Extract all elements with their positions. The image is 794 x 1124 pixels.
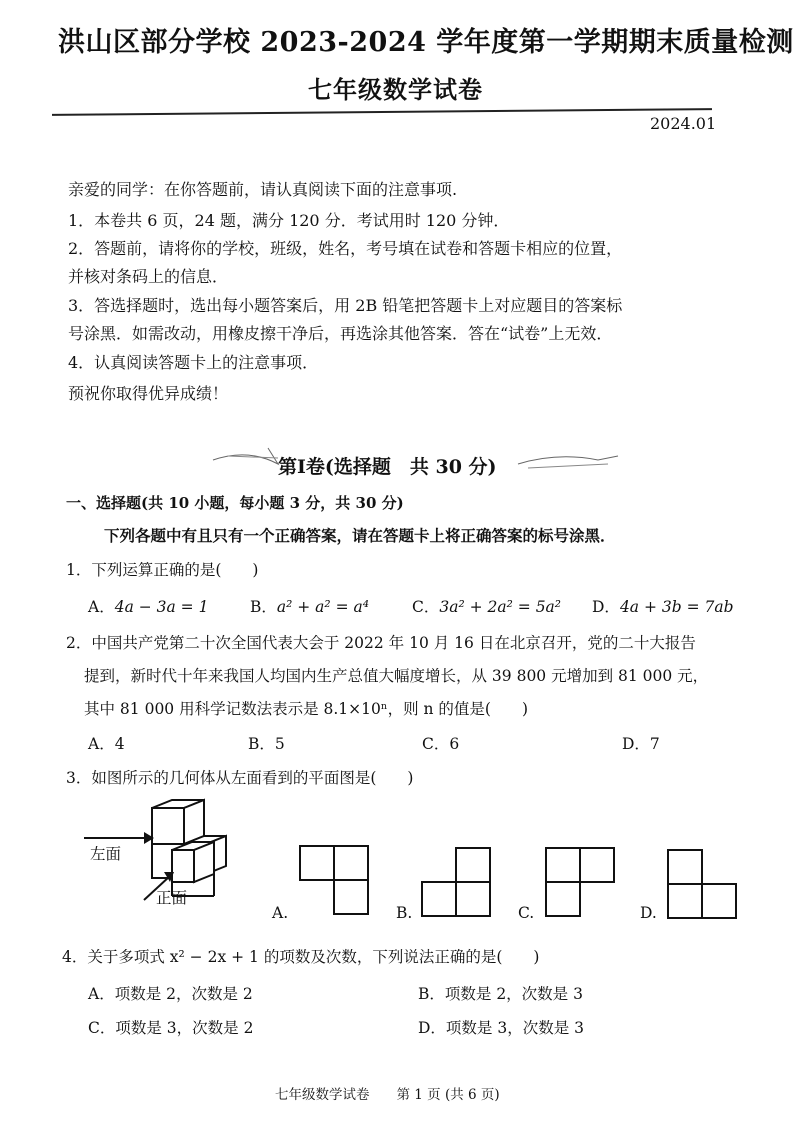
q3-stem: 3．如图所示的几何体从左面看到的平面图是( ) — [66, 769, 414, 787]
q2-option-a: A．4 — [88, 735, 125, 753]
q1-option-b: B．a² + a² = a⁴ — [250, 598, 369, 616]
notice-item-1: 1．本卷共 6 页，24 题，满分 120 分．考试用时 120 分钟． — [68, 211, 510, 230]
notice-closing: 预祝你取得优异成绩！ — [68, 384, 229, 403]
q1-option-a: A．4a − 3a = 1 — [88, 598, 209, 616]
exam-subtitle: 七年级数学试卷 — [308, 75, 483, 104]
q4-option-b: B．项数是 2，次数是 3 — [418, 985, 583, 1003]
q3-option-c-figure — [544, 846, 618, 920]
q4-option-d: D．项数是 3，次数是 3 — [418, 1019, 585, 1037]
q2-option-d: D．7 — [622, 735, 660, 753]
notice-item-2-line2: 并核对条码上的信息． — [68, 267, 229, 286]
q3-option-a-figure — [298, 844, 372, 918]
q2-option-b: B．5 — [248, 735, 285, 753]
q4-option-c: C．项数是 3，次数是 2 — [88, 1019, 254, 1037]
q3-option-a-label: A. — [272, 904, 289, 922]
q3-option-b-label: B. — [396, 904, 413, 922]
part-heading: 一、选择题(共 10 小题，每小题 3 分，共 30 分) — [66, 494, 404, 512]
exam-date: 2024.01 — [650, 114, 717, 133]
q3-option-b-figure — [420, 846, 494, 920]
notice-intro: 亲爱的同学：在你答题前，请认真阅读下面的注意事项. — [68, 180, 458, 199]
q3-option-d-label: D. — [640, 904, 657, 922]
part-instruction: 下列各题中有且只有一个正确答案，请在答题卡上将正确答案的标号涂黑． — [104, 526, 616, 545]
notice-item-4: 4．认真阅读答题卡上的注意事项． — [68, 353, 319, 372]
exam-title: 洪山区部分学校 2023-2024 学年度第一学期期末质量检测 — [58, 27, 794, 58]
q1-stem: 1．下列运算正确的是( ) — [66, 561, 259, 579]
q2-option-c: C．6 — [422, 735, 460, 753]
page-footer: 七年级数学试卷 第 1 页 (共 6 页) — [275, 1087, 500, 1103]
notice-item-3-line2: 号涂黑．如需改动，用橡皮擦干净后，再选涂其他答案．答在“试卷”上无效． — [68, 324, 613, 343]
q1-option-d: D．4a + 3b = 7ab — [592, 598, 734, 616]
q1-option-c: C．3a² + 2a² = 5a² — [412, 598, 562, 616]
header-divider — [52, 108, 712, 116]
section-title: 第Ⅰ卷(选择题 共 30 分) — [278, 456, 497, 478]
q3-option-d-figure — [666, 848, 740, 922]
q3-label-left: 左面 — [90, 845, 122, 863]
q4-stem: 4．关于多项式 x² − 2x + 1 的项数及次数，下列说法正确的是( ) — [62, 948, 540, 966]
q3-label-front: 正面 — [156, 889, 188, 907]
notice-item-3-line1: 3．答选择题时，选出每小题答案后，用 2B 铅笔把答题卡上对应题目的答案标 — [68, 296, 623, 315]
q3-option-c-label: C. — [518, 904, 535, 922]
q2-stem-line1: 2．中国共产党第二十次全国代表大会于 2022 年 10 月 16 日在北京召开，党的二十大报告 — [66, 634, 696, 652]
q2-stem-line3: 其中 81 000 用科学记数法表示是 8.1×10ⁿ，则 n 的值是( ) — [84, 700, 529, 718]
q4-option-a: A．项数是 2，次数是 2 — [88, 985, 253, 1003]
notice-item-2-line1: 2．答题前，请将你的学校，班级，姓名，考号填在试卷和答题卡相应的位置， — [68, 239, 623, 258]
q2-stem-line2: 提到，新时代十年来我国人均国内生产总值大幅度增长，从 39 800 元增加到 81 000 元， — [84, 667, 709, 685]
